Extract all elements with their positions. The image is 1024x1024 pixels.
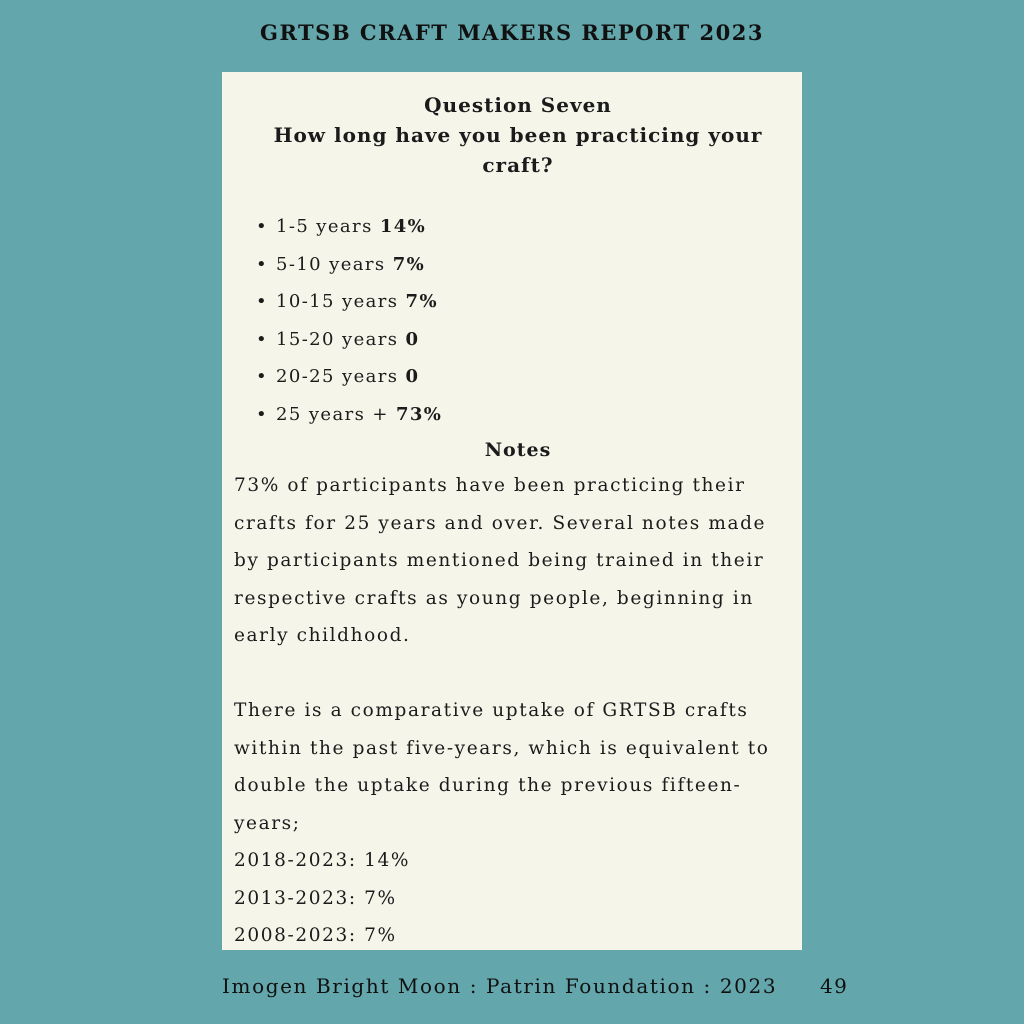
report-title: GRTSB CRAFT MAKERS REPORT 2023 <box>260 20 764 45</box>
notes-paragraph-1: 73% of participants have been practicing their crafts for 25 years and over. Several notes made by participants mentioned being trained in their respective crafts as young people, beginning in early childhood. <box>234 475 767 646</box>
answer-label: 1-5 years <box>276 216 373 237</box>
range-line: 2018-2023: 14% <box>234 850 411 871</box>
answer-item <box>246 246 802 284</box>
footer-credit: Imogen Bright Moon : Patrin Foundation : 2023 <box>222 974 778 998</box>
answer-value: 7% <box>405 291 438 312</box>
answer-value: 14% <box>379 216 427 237</box>
answer-item <box>246 321 802 359</box>
answer-label: 25 years + <box>276 403 389 425</box>
answer-label: 5-10 years <box>276 253 386 275</box>
question-text: How long have you been practicing your craft? <box>273 123 763 177</box>
answer-label: 20-25 years <box>276 366 399 387</box>
answer-label: 10-15 years <box>276 291 399 312</box>
notes-heading: Notes <box>484 439 552 461</box>
answer-item <box>246 358 802 396</box>
answer-value: 0 <box>405 328 420 350</box>
question-number: Question Seven <box>424 93 612 117</box>
range-line: 2008-2023: 7% <box>234 925 397 946</box>
answer-value: 73% <box>395 403 443 425</box>
content-card <box>222 72 802 950</box>
paragraph-spacer <box>234 655 802 693</box>
notes-paragraph-2: There is a comparative uptake of GRTSB crafts within the past five-years, which is equivalent to double the uptake during the previous fifteen-years; <box>234 700 770 834</box>
answer-value: 0 <box>405 366 420 387</box>
answer-item <box>246 208 802 246</box>
answer-item <box>246 396 802 434</box>
answer-item <box>246 283 802 321</box>
answer-value: 7% <box>392 253 426 275</box>
range-line: 2013-2023: 7% <box>234 887 397 909</box>
page-number: 49 <box>820 974 849 998</box>
answer-label: 15-20 years <box>276 328 399 350</box>
answer-list <box>234 208 802 433</box>
